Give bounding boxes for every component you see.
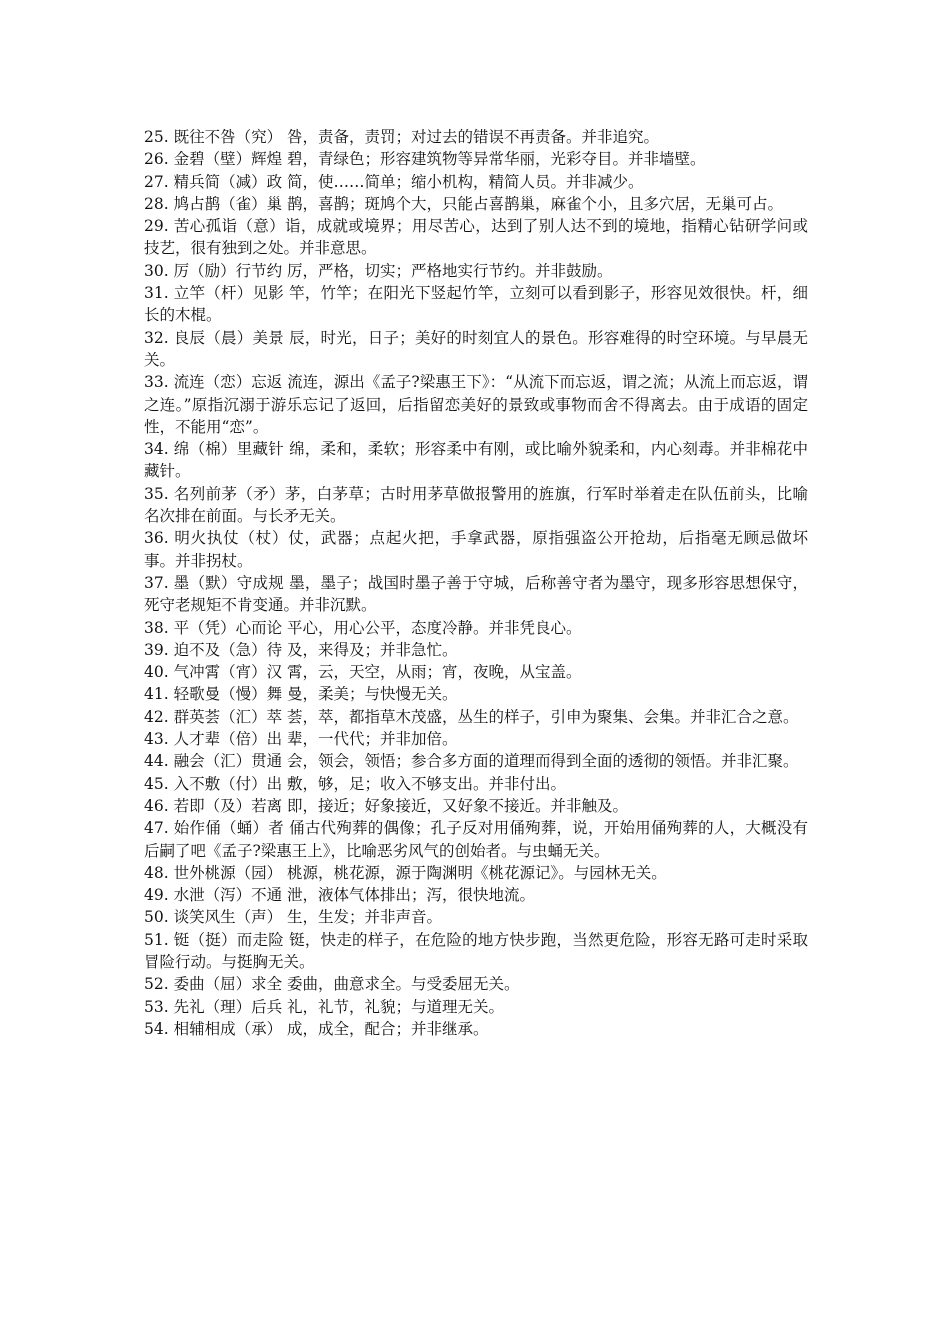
idiom-entry-32: 32. 良辰（晨）美景 辰，时光，日子；美好的时刻宜人的景色。形容难得的时空环境。与早晨无关。 [144,328,808,369]
idiom-entry-50: 50. 谈笑风生（声） 生，生发；并非声音。 [144,908,443,927]
idiom-entry-31: 31. 立竿（杆）见影 竿，竹竿；在阳光下竖起竹竿，立刻可以看到影子，形容见效很快。杆，细长的木棍。 [144,284,808,325]
idiom-entry-34: 34. 绵（棉）里藏针 绵，柔和，柔软；形容柔中有刚，或比喻外貌柔和，内心刻毒。并非棉花中藏针。 [144,440,808,481]
idiom-entry-36: 36. 明火执仗（杖）仗，武器；点起火把，手拿武器，原指强盗公开抢劫，后指毫无顾忌做坏事。并非拐杖。 [144,529,808,570]
idiom-entry-54: 54. 相辅相成（承） 成，成全，配合；并非继承。 [144,1019,489,1038]
idiom-entry-25: 25. 既往不咎（究） 咎，责备，责罚；对过去的错误不再责备。并非追究。 [144,128,660,146]
idiom-entry-47: 47. 始作俑（蛹）者 俑古代殉葬的偶像；孔子反对用俑殉葬，说，开始用俑殉葬的人，大概没有后嗣了吧《孟子?梁惠王上》，比喻恶劣风气的创始者。与虫蛹无关。 [144,819,808,860]
idiom-entry-37: 37. 墨（默）守成规 墨，墨子；战国时墨子善于守城，后称善守者为墨守，现多形容思想保守，死守老规矩不肯变通。并非沉默。 [144,573,808,615]
idiom-entry-26: 26. 金碧（壁）辉煌 碧，青绿色；形容建筑物等异常华丽，光彩夺目。并非墙壁。 [144,150,706,169]
idiom-list [144,126,808,1040]
idiom-entry-44: 44. 融会（汇）贯通 会，领会，领悟；参合多方面的道理而得到全面的透彻的领悟。并非汇聚。 [144,752,799,771]
idiom-entry-52: 52. 委曲（屈）求全 委曲，曲意求全。与受委屈无关。 [144,975,520,994]
idiom-entry-43: 43. 人才辈（倍）出 辈，一代代；并非加倍。 [144,730,458,749]
idiom-entry-38: 38. 平（凭）心而论 平心，用心公平，态度冷静。并非凭良心。 [144,618,582,637]
idiom-entry-48: 48. 世外桃源（园） 桃源，桃花源，源于陶渊明《桃花源记》。与园林无关。 [144,863,667,882]
idiom-entry-42: 42. 群英荟（汇）萃 荟，萃，都指草木茂盛，丛生的样子，引申为聚集、会集。并非汇合之意。 [144,707,799,726]
idiom-entry-49: 49. 水泄（泻）不通 泄，液体气体排出；泻，很快地流。 [144,886,536,905]
idiom-entry-39: 39. 迫不及（急）待 及，来得及；并非急忙。 [144,640,458,659]
idiom-entry-33: 33. 流连（恋）忘返 流连，源出《孟子?梁惠王下》：“从流下而忘返，谓之流；从流上而忘返，谓之连。”原指沉溺于游乐忘记了返回，后指留恋美好的景致或事物而舍不得离去。由于成语的固定性，不能用“恋”。 [144,373,808,436]
idiom-entry-28: 28. 鸠占鹊（雀）巢 鹊，喜鹊；斑鸠个大，只能占喜鹊巢，麻雀个小，且多穴居，无巢可占。 [144,194,784,213]
idiom-entry-53: 53. 先礼（理）后兵 礼，礼节，礼貌；与道理无关。 [144,997,505,1016]
idiom-entry-35: 35. 名列前茅（矛）茅，白茅草；古时用茅草做报警用的旌旗，行军时举着走在队伍前头，比喻名次排在前面。与长矛无关。 [144,484,808,526]
idiom-entry-30: 30. 厉（励）行节约 厉，严格，切实；严格地实行节约。并非鼓励。 [144,261,613,280]
idiom-entry-51: 51. 铤（挺）而走险 铤，快走的样子，在危险的地方快步跑，当然更危险，形容无路可走时采取冒险行动。与挺胸无关。 [144,930,808,971]
idiom-entry-27: 27. 精兵简（减）政 简，使……简单；缩小机构，精简人员。并非减少。 [144,172,644,191]
idiom-entry-46: 46. 若即（及）若离 即，接近；好象接近，又好象不接近。并非触及。 [144,796,629,815]
idiom-entry-45: 45. 入不敷（付）出 敷，够，足；收入不够支出。并非付出。 [144,774,567,793]
idiom-entry-41: 41. 轻歌曼（慢）舞 曼，柔美；与快慢无关。 [144,685,458,704]
idiom-entry-40: 40. 气冲霄（宵）汉 霄，云，天空，从雨；宵，夜晚，从宝盖。 [144,663,582,682]
idiom-entry-29: 29. 苦心孤诣（意）诣，成就或境界；用尽苦心，达到了别人达不到的境地，指精心钻研学问或技艺，很有独到之处。并非意思。 [144,217,808,258]
